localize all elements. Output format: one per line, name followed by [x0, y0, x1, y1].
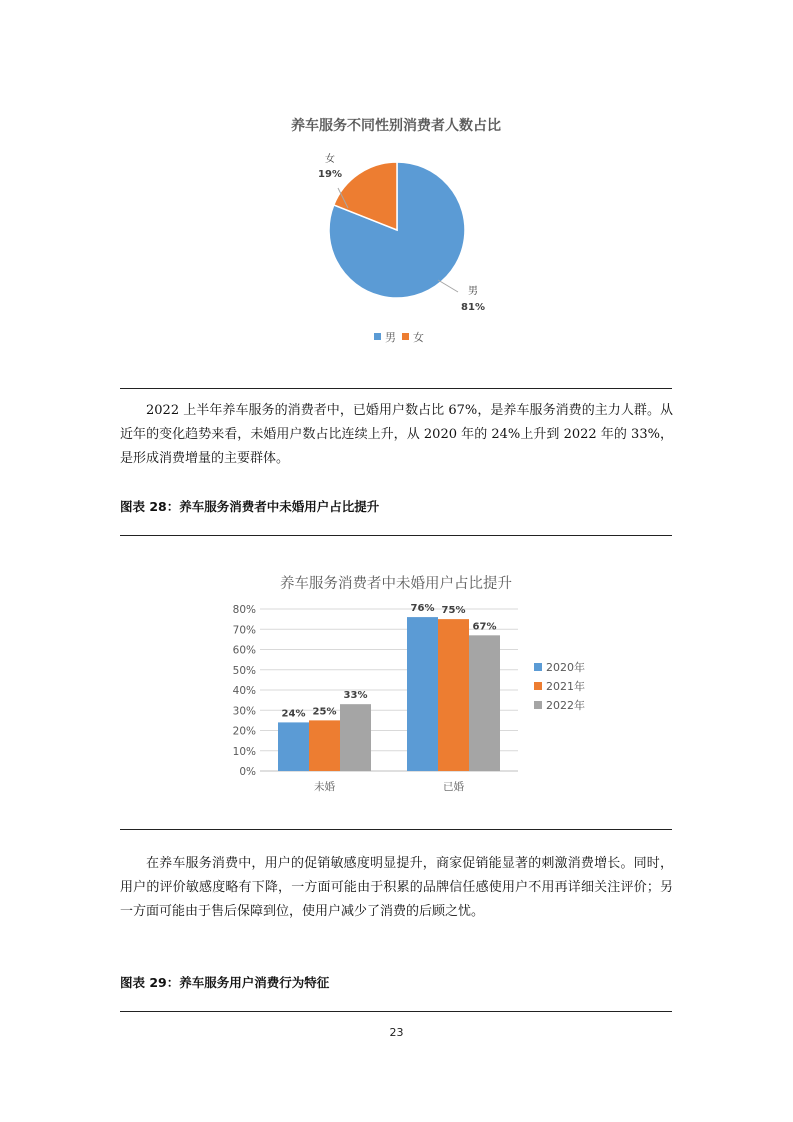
bar-legend — [534, 660, 585, 712]
legend-swatch — [534, 701, 542, 709]
bar-value-label: 33% — [343, 690, 368, 702]
bar-value-label: 75% — [441, 605, 466, 617]
bar-未婚-2021年 — [309, 720, 340, 771]
legend-female-label: 女 — [413, 331, 424, 344]
bar-未婚-2022年 — [340, 704, 371, 771]
female-slice-value: 19% — [318, 169, 342, 180]
y-tick-label: 60% — [232, 644, 256, 657]
bar-x-axis — [314, 780, 464, 793]
pie-slices — [329, 162, 465, 298]
legend-swatch — [534, 682, 542, 690]
female-slice-name: 女 — [325, 154, 335, 165]
y-tick-label: 10% — [232, 745, 256, 758]
pie-chart-title: 养车服务不同性别消费者人数占比 — [291, 118, 501, 134]
male-leader-line — [438, 280, 458, 292]
legend-swatch — [534, 663, 542, 671]
figure-29-caption: 图表 29：养车服务用户消费行为特征 — [120, 975, 330, 990]
male-slice-value: 81% — [461, 302, 485, 313]
bar-已婚-2022年 — [469, 635, 500, 771]
y-tick-label: 20% — [232, 725, 256, 738]
bar-value-label: 25% — [312, 706, 337, 718]
divider-rule — [120, 829, 672, 830]
bar-chart-title: 养车服务消费者中未婚用户占比提升 — [280, 576, 512, 592]
bar-chart — [120, 560, 672, 800]
paragraph-married-users: 2022 上半年养车服务的消费者中，已婚用户数占比 67%，是养车服务消费的主力人群。从近年的变化趋势来看，未婚用户数占比连续上升，从 2020 年的 24%上升到 2022 年的 33%，是形成消费增量的主要群体。 — [120, 403, 673, 466]
bar-value-label: 24% — [281, 708, 306, 720]
bar-y-axis — [233, 604, 256, 778]
bar-series — [278, 617, 500, 771]
legend-male-swatch — [374, 333, 381, 340]
bar-value-label: 67% — [472, 621, 497, 633]
legend-male-label: 男 — [385, 331, 396, 344]
y-tick-label: 30% — [232, 705, 256, 718]
y-tick-label: 70% — [232, 624, 256, 637]
bar-未婚-2020年 — [278, 722, 309, 771]
legend-label: 2022年 — [546, 699, 585, 712]
bar-value-label: 76% — [410, 603, 435, 615]
x-category-label: 未婚 — [314, 781, 335, 793]
bar-已婚-2021年 — [438, 619, 469, 771]
legend-label: 2020年 — [546, 661, 585, 674]
legend-label: 2021年 — [546, 680, 585, 693]
divider-rule — [120, 535, 672, 536]
bar-已婚-2020年 — [407, 617, 438, 771]
divider-rule — [120, 1011, 672, 1012]
y-tick-label: 50% — [232, 664, 256, 677]
page-number: 23 — [389, 1026, 404, 1039]
divider-rule — [120, 388, 672, 389]
x-category-label: 已婚 — [443, 781, 464, 793]
y-tick-label: 0% — [239, 766, 256, 778]
male-slice-name: 男 — [468, 286, 478, 297]
figure-28-caption: 图表 28：养车服务消费者中未婚用户占比提升 — [120, 499, 380, 514]
paragraph-promotion-sensitivity: 在养车服务消费中，用户的促销敏感度明显提升，商家促销能显著的刺激消费增长。同时，用户的评价敏感度略有下降，一方面可能由于积累的品牌信任感使用户不用再详细关注评价；另一方面可能由于售后保障到位，使用户减少了消费的后顾之忧。 — [120, 856, 673, 919]
pie-chart — [120, 100, 672, 370]
y-tick-label: 80% — [232, 604, 256, 616]
y-tick-label: 40% — [232, 685, 256, 697]
legend-female-swatch — [402, 333, 409, 340]
